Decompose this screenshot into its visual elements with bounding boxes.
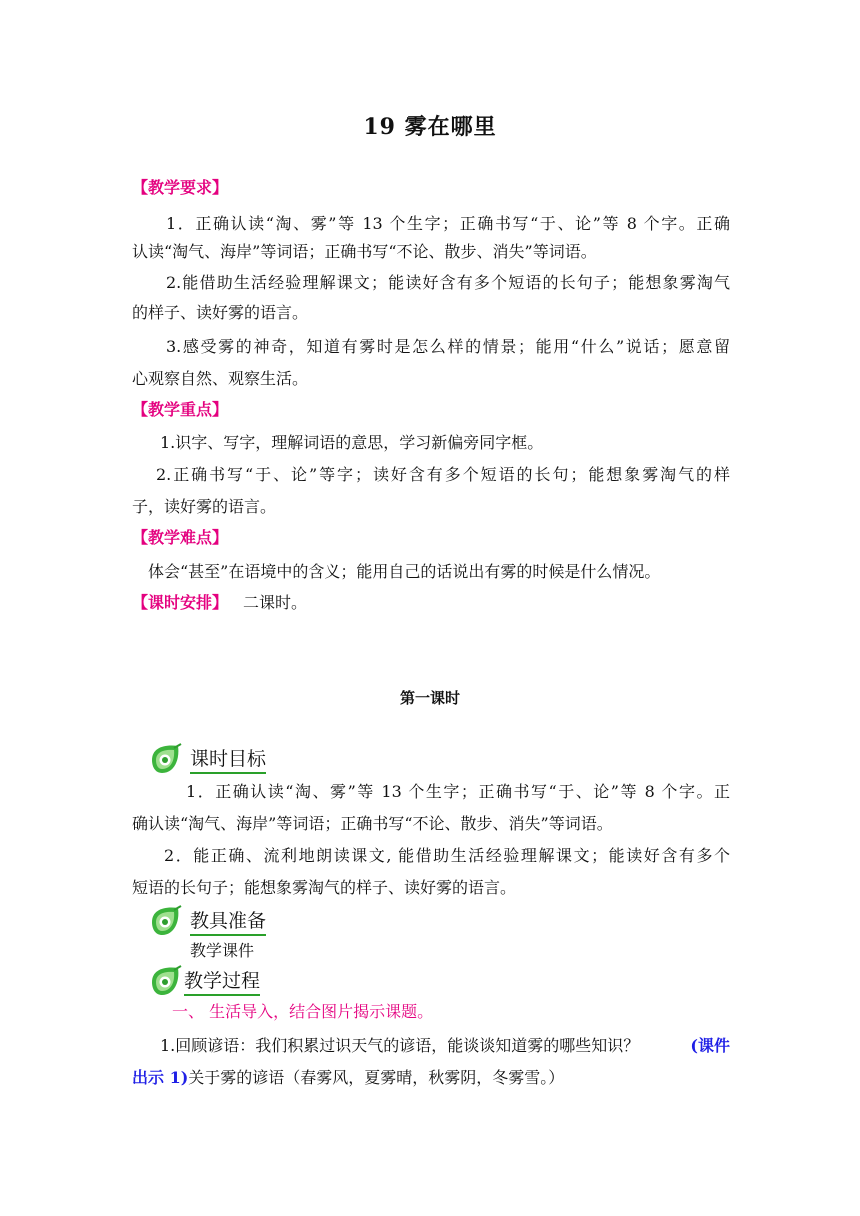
page-title: 19 雾在哪里: [363, 114, 497, 140]
process-paragraph-1-line-2: [132, 1068, 564, 1088]
leaf-icon: [148, 964, 184, 998]
goal-item-1-line-2: 确认读“淘气、海岸”等词语；正确书写“不论、散步、消失”等词语。: [132, 814, 613, 833]
process-heading: 教学过程: [184, 966, 260, 996]
process-paragraph-1-line-1: [160, 1036, 730, 1056]
lesson-title: 第一课时: [399, 689, 460, 707]
requirement-item-1-line-2: 认读“淘气、海岸”等词语；正确书写“不论、散步、消失”等词语。: [132, 242, 597, 261]
tools-text: 教学课件: [190, 941, 255, 960]
requirement-item-2-line-1: 2.能借助生活经验理解课文；能读好含有多个短语的长句子；能想象雾淘气: [166, 273, 730, 292]
requirements-heading: 【教学要求】: [132, 178, 229, 197]
process-paragraph-1-text: 1.回顾谚语：我们积累过识天气的谚语，能谈谈知道雾的哪些知识？: [160, 1036, 640, 1055]
schedule-text: 二课时。: [243, 593, 308, 612]
key-point-item-2-line-2: 子，读好雾的语言。: [132, 497, 277, 516]
goal-item-2-line-1: 2．能正确、流利地朗读课文, 能借助生活经验理解课文；能读好含有多个: [164, 846, 730, 865]
goal-item-2-line-2: 短语的长句子；能想象雾淘气的样子、读好雾的语言。: [132, 878, 517, 897]
tools-section-header: [148, 904, 288, 938]
courseware-ref-1b: 出示 1): [132, 1068, 189, 1087]
difficulties-text: 体会“甚至”在语境中的含义；能用自己的话说出有雾的时候是什么情况。: [148, 562, 661, 581]
schedule-heading: 【课时安排】: [132, 593, 229, 612]
tools-heading: 教具准备: [190, 906, 266, 936]
goals-section-header: [148, 742, 288, 776]
requirement-item-2-line-2: 的样子、读好雾的语言。: [132, 303, 309, 322]
key-point-item-1: 1.识字、写字，理解词语的意思，学习新偏旁同字框。: [160, 433, 544, 452]
process-step-1: 一、 生活导入，结合图片揭示课题。: [172, 1002, 434, 1021]
requirement-item-1-line-1: 1．正确认读“淘、雾”等 13 个生字；正确书写“于、论”等 8 个字。正确: [166, 214, 730, 233]
proverbs-text: 关于雾的谚语（春雾风，夏雾晴，秋雾阴，冬雾雪。）: [188, 1068, 565, 1087]
difficulties-heading: 【教学难点】: [132, 528, 229, 547]
key-points-heading: 【教学重点】: [132, 400, 229, 419]
requirement-item-3-line-2: 心观察自然、观察生活。: [132, 369, 309, 388]
goal-item-1-line-1: 1．正确认读“淘、雾”等 13 个生字；正确书写“于、论”等 8 个字。正: [186, 782, 730, 801]
key-point-item-2-line-1: 2.正确书写“于、论”等字；读好含有多个短语的长句；能想象雾淘气的样: [156, 465, 730, 484]
process-section-header: [148, 964, 288, 998]
goals-heading: 课时目标: [190, 744, 266, 774]
leaf-icon: [148, 742, 184, 776]
courseware-ref-1a: (课件: [690, 1036, 730, 1055]
requirement-item-3-line-1: 3.感受雾的神奇，知道有雾时是怎么样的情景；能用“什么”说话；愿意留: [166, 337, 730, 356]
leaf-icon: [148, 904, 184, 938]
